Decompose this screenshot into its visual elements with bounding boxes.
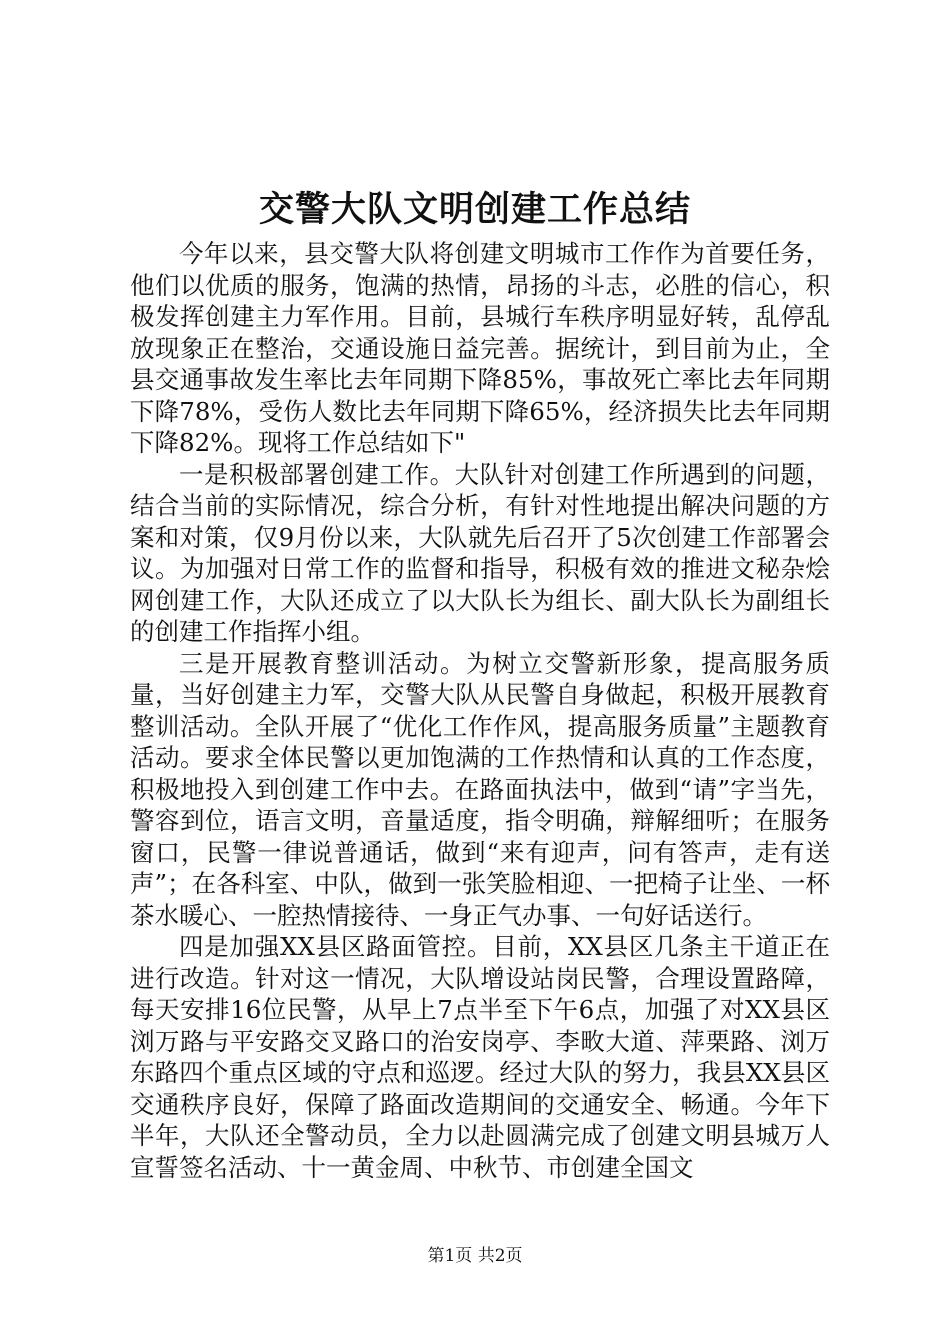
page-number-footer: 第1页 共2页: [427, 1246, 523, 1266]
paragraph-education: 三是开展教育整训活动。为树立交警新形象，提高服务质量，当好创建主力军，交警大队从民警自身做起，积极开展教育整训活动。全队开展了“优化工作作风，提高服务质量”主题教育活动。要求全体民警以更加饱满的工作热情和认真的工作态度，积极地投入到创建工作中去。在路面执法中，做到“请”字当先，警容到位，语言文明，音量适度，指令明确，辩解细听；在服务窗口，民警一律说普通话，做到“来有迎声，问有答声，走有送声”；在各科室、中队，做到一张笑脸相迎、一把椅子让坐、一杯茶水暖心、一腔热情接待、一身正气办事、一句好话送行。: [130, 648, 830, 930]
paragraph-intro: 今年以来，县交警大队将创建文明城市工作作为首要任务，他们以优质的服务，饱满的热情，昂扬的斗志，必胜的信心，积极发挥创建主力军作用。目前，县城行车秩序明显好转，乱停乱放现象正在整治，交通设施日益完善。据统计，到目前为止，全县交通事故发生率比去年同期下降85%，事故死亡率比去年同期下降78%，受伤人数比去年同期下降65%，经济损失比去年同期下降82%。现将工作总结如下": [130, 239, 830, 457]
paragraph-deployment: 一是积极部署创建工作。大队针对创建工作所遇到的问题，结合当前的实际情况，综合分析，有针对性地提出解决问题的方案和对策，仅9月份以来，大队就先后召开了5次创建工作部署会议。为加强对日常工作的监督和指导，积极有效的推进文秘杂烩网创建工作，大队还成立了以大队长为组长、副大队长为副组长的创建工作指挥小组。: [130, 459, 830, 646]
document-title: 交警大队文明创建工作总结: [258, 189, 691, 230]
paragraph-road-control: 四是加强XX县区路面管控。目前，XX县区几条主干道正在进行改造。针对这一情况，大队增设站岗民警，合理设置路障，每天安排16位民警，从早上7点半至下午6点，加强了对XX县区浏万路与平安路交叉路口的治安岗亭、李畋大道、萍栗路、浏万东路四个重点区域的守点和巡逻。经过大队的努力，我县XX县区交通秩序良好，保障了路面改造期间的交通安全、畅通。今年下半年，大队还全警动员，全力以赴圆满完成了创建文明县城万人宣誓签名活动、十一黄金周、中秋节、市创建全国文: [130, 932, 830, 1182]
document-body: [130, 238, 830, 1183]
